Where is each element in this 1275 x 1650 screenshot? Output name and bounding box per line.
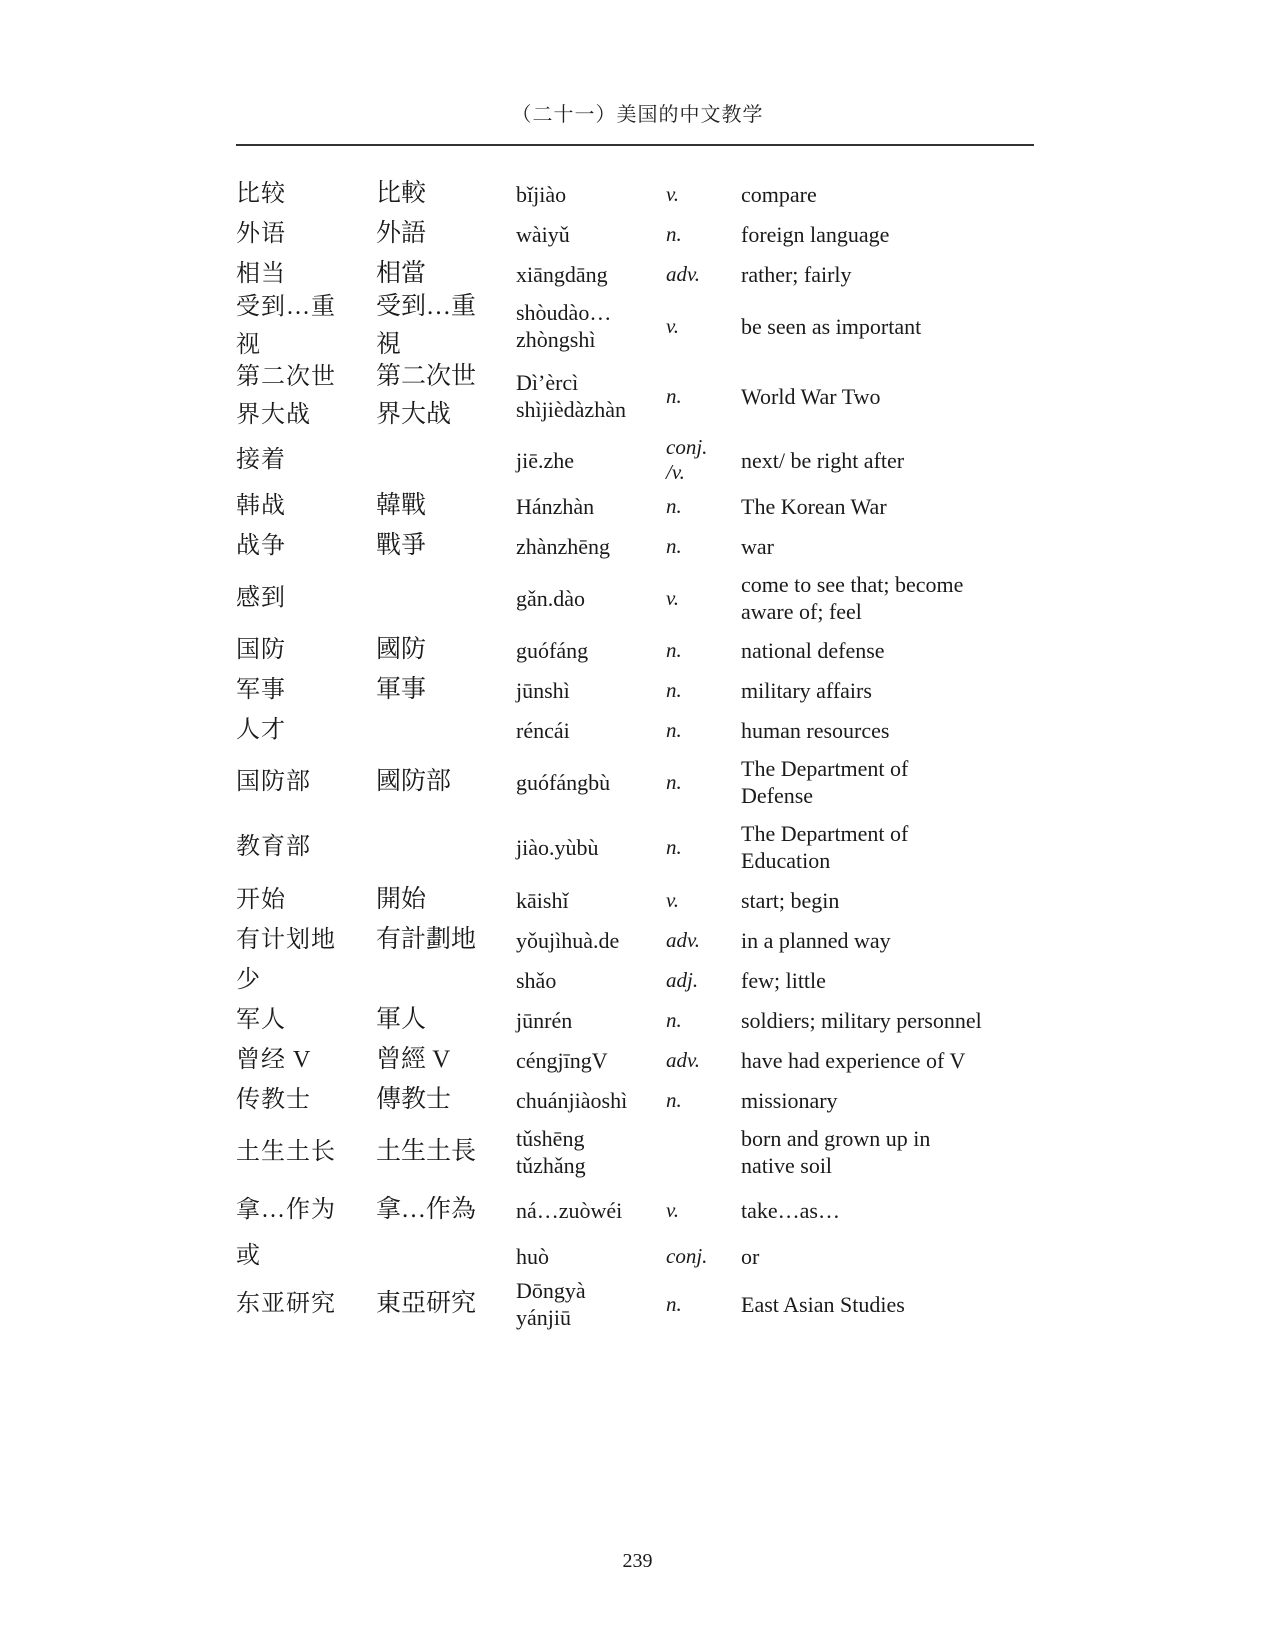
simplified-word: 相当 — [236, 261, 286, 287]
pinyin: Dì’èrcì shìjièdàzhàn — [516, 370, 626, 422]
pinyin: Hánzhàn — [516, 493, 595, 519]
simplified-word: 拿…作为 — [236, 1197, 336, 1223]
pinyin: gǎn.dào — [516, 585, 586, 611]
vocab-row — [236, 920, 1036, 960]
part-of-speech: n. — [666, 221, 682, 246]
page-number: 239 — [622, 1550, 653, 1572]
vocab-row — [236, 1120, 1036, 1184]
pinyin: bǐjiào — [516, 181, 567, 207]
english-gloss: have had experience of V — [741, 1047, 966, 1073]
part-of-speech: conj. /v. — [666, 435, 708, 484]
pinyin: wàiyǔ — [516, 221, 570, 247]
simplified-word: 人才 — [236, 717, 286, 743]
part-of-speech: n. — [666, 637, 682, 662]
part-of-speech: v. — [666, 313, 680, 338]
english-gloss: soldiers; military personnel — [741, 1007, 982, 1033]
traditional-word: 土生土長 — [376, 1138, 477, 1165]
traditional-word: 拿…作為 — [376, 1196, 477, 1223]
traditional-word: 第二次世 界大战 — [376, 363, 477, 428]
english-gloss: born and grown up in native soil — [741, 1126, 931, 1178]
simplified-word: 受到…重 视 — [236, 294, 336, 358]
part-of-speech: v. — [666, 585, 680, 610]
vocab-row — [236, 486, 1036, 526]
pinyin: tǔshēng tǔzhǎng — [516, 1126, 586, 1178]
vocab-row — [236, 960, 1036, 1000]
pinyin: chuánjiàoshì — [516, 1087, 628, 1113]
traditional-word: 戰爭 — [376, 532, 427, 559]
pinyin: yǒujìhuà.de — [516, 927, 620, 953]
part-of-speech: n. — [666, 1007, 682, 1032]
vocab-row — [236, 1276, 1036, 1332]
vocab-row — [236, 1184, 1036, 1236]
vocab-row — [236, 710, 1036, 750]
part-of-speech: n. — [666, 769, 682, 794]
vocab-row — [236, 630, 1036, 670]
traditional-word: 開始 — [376, 886, 427, 913]
english-gloss: be seen as important — [741, 313, 922, 339]
english-gloss: come to see that; become aware of; feel — [741, 572, 964, 624]
english-gloss: rather; fairly — [741, 261, 852, 287]
vocab-row — [236, 1080, 1036, 1120]
english-gloss: missionary — [741, 1087, 838, 1113]
english-gloss: military affairs — [741, 677, 872, 703]
pinyin: guófángbù — [516, 769, 611, 795]
traditional-word: 相當 — [376, 260, 427, 287]
part-of-speech: n. — [666, 1087, 682, 1112]
vocab-row — [236, 294, 1036, 358]
part-of-speech: adv. — [666, 1047, 701, 1072]
pinyin: kāishǐ — [516, 887, 569, 913]
pinyin: jūnshì — [516, 677, 570, 703]
traditional-word: 國防部 — [376, 768, 452, 795]
part-of-speech: v. — [666, 887, 680, 912]
part-of-speech: n. — [666, 533, 682, 558]
english-gloss: The Korean War — [741, 493, 887, 519]
part-of-speech: v. — [666, 181, 680, 206]
simplified-word: 少 — [236, 967, 261, 993]
part-of-speech: n. — [666, 1291, 682, 1316]
simplified-word: 曾经 V — [236, 1047, 312, 1073]
vocab-row — [236, 1000, 1036, 1040]
part-of-speech: adj. — [666, 967, 699, 992]
vocab-row — [236, 670, 1036, 710]
english-gloss: next/ be right after — [741, 447, 905, 473]
pinyin: shòudào… zhòngshì — [516, 300, 612, 352]
pinyin: xiāngdāng — [516, 261, 608, 287]
vocabulary-table — [236, 174, 1036, 1332]
pinyin: céngjīngV — [516, 1047, 608, 1073]
traditional-word: 有計劃地 — [376, 926, 477, 953]
english-gloss: The Department of Defense — [741, 756, 909, 808]
english-gloss: in a planned way — [741, 927, 891, 953]
traditional-word: 外語 — [376, 220, 427, 247]
part-of-speech: adv. — [666, 261, 701, 286]
part-of-speech: n. — [666, 493, 682, 518]
simplified-word: 或 — [236, 1243, 261, 1269]
part-of-speech: adv. — [666, 927, 701, 952]
english-gloss: World War Two — [741, 383, 881, 409]
header-rule — [236, 144, 1034, 146]
traditional-word: 傳教士 — [376, 1086, 452, 1113]
simplified-word: 接着 — [236, 447, 286, 473]
pinyin: jūnrén — [516, 1007, 573, 1033]
pinyin: jiē.zhe — [516, 447, 575, 473]
pinyin: jiào.yùbù — [516, 834, 599, 860]
english-gloss: national defense — [741, 637, 885, 663]
pinyin: réncái — [516, 717, 570, 743]
pinyin: zhànzhēng — [516, 533, 611, 559]
part-of-speech: n. — [666, 677, 682, 702]
simplified-word: 国防部 — [236, 769, 311, 795]
simplified-word: 东亚研究 — [236, 1291, 336, 1317]
vocab-row — [236, 526, 1036, 566]
simplified-word: 战争 — [236, 533, 286, 559]
pinyin: guófáng — [516, 637, 589, 663]
english-gloss: war — [741, 533, 774, 559]
english-gloss: few; little — [741, 967, 826, 993]
vocab-row — [236, 750, 1036, 814]
traditional-word: 東亞研究 — [376, 1290, 477, 1317]
traditional-word: 韓戰 — [376, 492, 427, 519]
vocab-row — [236, 174, 1036, 214]
traditional-word: 受到…重 視 — [376, 293, 477, 358]
simplified-word: 感到 — [236, 585, 286, 611]
vocab-row — [236, 358, 1036, 434]
english-gloss: The Department of Education — [741, 821, 909, 873]
vocab-row — [236, 1040, 1036, 1080]
pinyin: huò — [516, 1243, 549, 1269]
english-gloss: compare — [741, 181, 817, 207]
english-gloss: start; begin — [741, 887, 840, 913]
simplified-word: 开始 — [236, 887, 286, 913]
simplified-word: 国防 — [236, 637, 286, 663]
english-gloss: take…as… — [741, 1197, 840, 1223]
part-of-speech: n. — [666, 717, 682, 742]
vocab-row — [236, 880, 1036, 920]
simplified-word: 传教士 — [236, 1087, 311, 1113]
pinyin: ná…zuòwéi — [516, 1197, 623, 1223]
part-of-speech: n. — [666, 383, 682, 408]
pinyin: shǎo — [516, 967, 557, 993]
english-gloss: East Asian Studies — [741, 1291, 905, 1317]
simplified-word: 第二次世 界大战 — [236, 364, 336, 428]
simplified-word: 土生土长 — [236, 1139, 336, 1165]
vocab-row — [236, 566, 1036, 630]
part-of-speech: v. — [666, 1197, 680, 1222]
vocab-row — [236, 1236, 1036, 1276]
english-gloss: foreign language — [741, 221, 890, 247]
running-head: （二十一）美国的中文教学 — [511, 104, 764, 126]
english-gloss: or — [741, 1243, 760, 1269]
simplified-word: 军人 — [236, 1007, 286, 1033]
pinyin: Dōngyà yánjiū — [516, 1278, 586, 1330]
traditional-word: 軍人 — [376, 1006, 427, 1033]
simplified-word: 军事 — [236, 677, 286, 703]
traditional-word: 軍事 — [376, 676, 427, 703]
simplified-word: 比较 — [236, 181, 286, 207]
vocab-row — [236, 814, 1036, 880]
simplified-word: 教育部 — [236, 834, 311, 860]
vocab-row — [236, 214, 1036, 254]
traditional-word: 曾經 V — [376, 1046, 451, 1073]
traditional-word: 國防 — [376, 636, 427, 663]
traditional-word: 比較 — [376, 180, 427, 207]
simplified-word: 外语 — [236, 221, 286, 247]
english-gloss: human resources — [741, 717, 890, 743]
simplified-word: 有计划地 — [236, 927, 336, 953]
vocab-row — [236, 434, 1036, 486]
simplified-word: 韩战 — [236, 493, 286, 519]
part-of-speech: conj. — [666, 1243, 708, 1268]
part-of-speech: n. — [666, 834, 682, 859]
